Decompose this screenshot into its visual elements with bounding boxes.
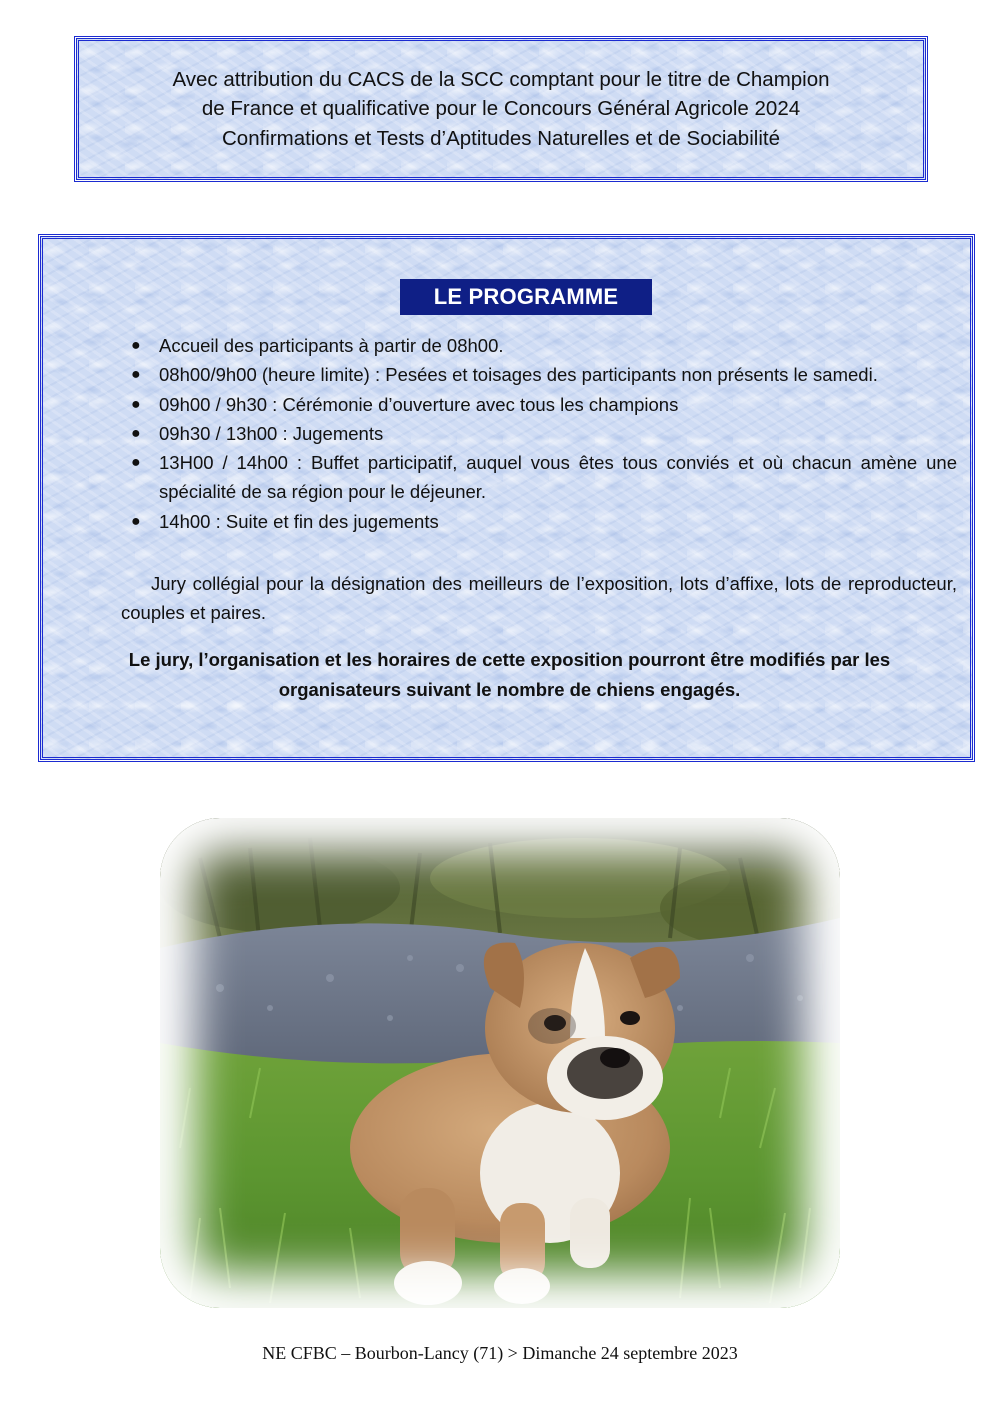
disclaimer-note: Le jury, l’organisation et les horaires de cette exposition pourront être modifiés par les organisateurs suivant le nombre de chiens engagés. xyxy=(128,649,891,700)
programme-item xyxy=(123,507,957,536)
programme-box xyxy=(40,236,973,760)
header-text xyxy=(172,65,829,154)
programme-item-text: Accueil des participants à partir de 08h00. xyxy=(159,335,504,356)
bullet-icon: ● xyxy=(131,512,141,530)
bullet-icon: ● xyxy=(131,337,141,354)
programme-item-text: 08h00/9h00 (heure limite) : Pesées et toisages des participants non présents le samedi. xyxy=(159,364,878,386)
programme-list xyxy=(123,331,957,536)
bullet-icon: ● xyxy=(131,454,141,472)
bullet-icon: ● xyxy=(131,395,141,413)
programme-item-text: 14h00 : Suite et fin des jugements xyxy=(159,510,439,532)
programme-item-text: 09h30 / 13h00 : Jugements xyxy=(159,422,384,444)
programme-item xyxy=(123,360,957,389)
programme-title: LE PROGRAMME xyxy=(400,279,652,315)
jury-note: Jury collégial pour la désignation des meilleurs de l’exposition, lots d’affixe, lots de reproducteur, couples et paires. xyxy=(121,573,957,624)
header-line-1: Avec attribution du CACS de la SCC comptant pour le titre de Champion xyxy=(172,67,830,91)
puppy-photo xyxy=(160,818,840,1308)
programme-item-text: 13H00 / 14h00 : Buffet participatif, auquel vous êtes tous conviés et où chacun amène une spécialité de sa région pour le déjeuner. xyxy=(159,452,957,503)
puppy-illustration xyxy=(160,818,840,1308)
header-line-3: Confirmations et Tests d’Aptitudes Naturelles et de Sociabilité xyxy=(222,126,780,150)
programme-item xyxy=(123,419,957,448)
programme-item xyxy=(123,390,957,419)
header-line-2: de France et qualificative pour le Concours Général Agricole 2024 xyxy=(201,97,801,121)
programme-item xyxy=(123,331,957,360)
bullet-icon: ● xyxy=(131,424,141,442)
programme-item-text: 09h00 / 9h30 : Cérémonie d’ouverture avec tous les champions xyxy=(159,393,679,415)
header-box xyxy=(76,38,926,180)
programme-item xyxy=(123,448,957,507)
bullet-icon: ● xyxy=(131,366,141,384)
footer-text: NE CFBC – Bourbon-Lancy (71) > Dimanche 24 septembre 2023 xyxy=(262,1343,738,1363)
